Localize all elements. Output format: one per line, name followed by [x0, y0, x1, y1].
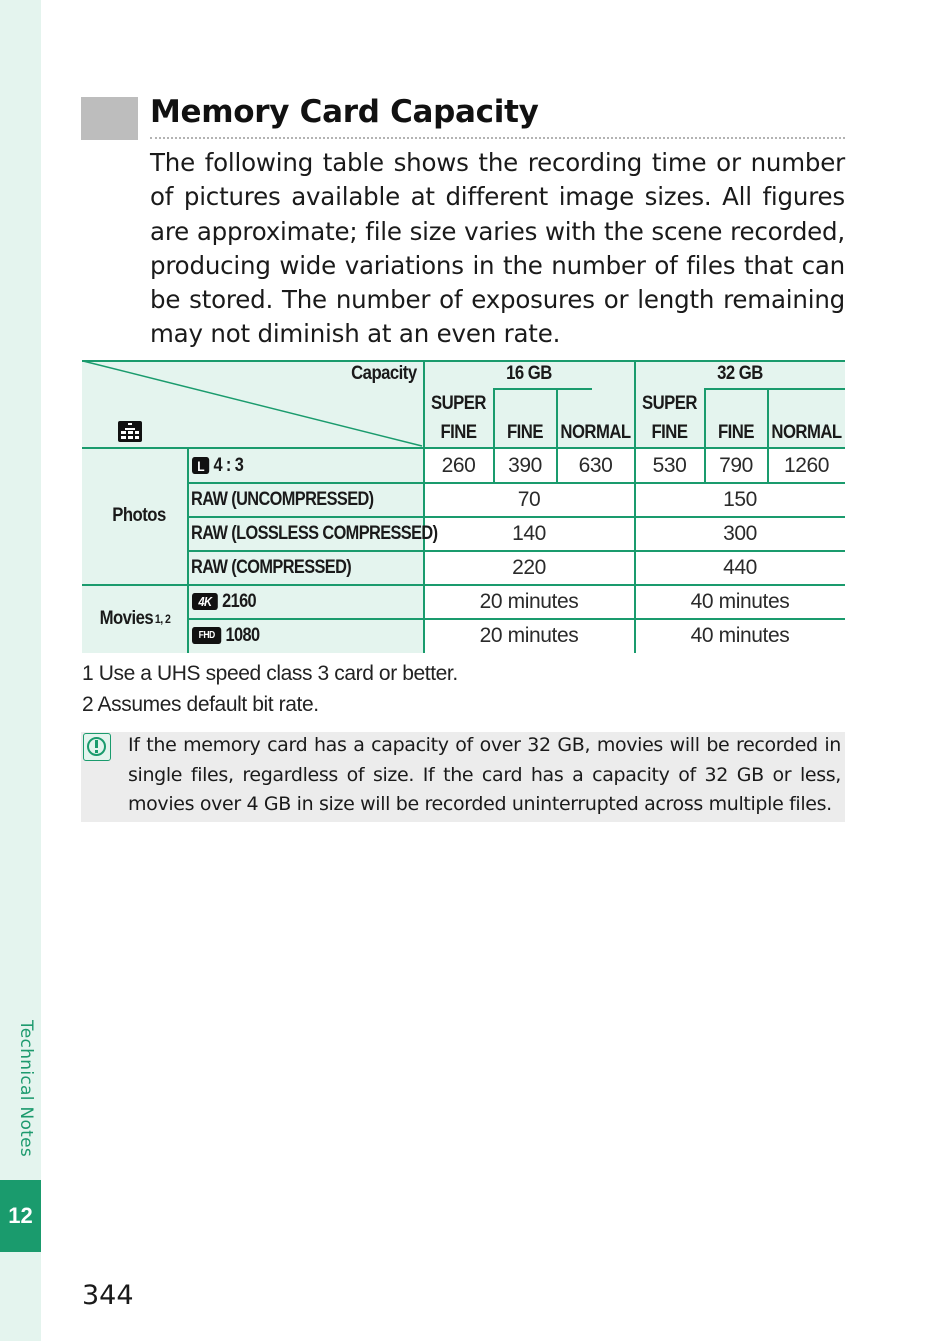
table-cell: 20 minutes — [479, 623, 579, 647]
heading-rule — [150, 137, 845, 139]
table-cell: 150 — [723, 487, 757, 511]
capacity-16gb: 16 GB — [506, 363, 552, 384]
quality-super-line1: SUPER — [642, 393, 697, 414]
image-size-icon — [118, 421, 142, 442]
quality-fine: FINE — [507, 422, 543, 443]
chapter-tab[interactable]: 12 — [0, 1180, 41, 1252]
quality-normal: NORMAL — [560, 422, 631, 443]
table-cell: 70 — [517, 487, 541, 511]
table-cell: 40 minutes — [690, 589, 790, 613]
page-title: Memory Card Capacity — [150, 94, 539, 130]
table-cell: 40 minutes — [690, 623, 790, 647]
table-cell: 790 — [719, 453, 753, 477]
footnote-1: 1 Use a UHS speed class 3 card or better. — [82, 662, 458, 685]
table-cell: 140 — [512, 521, 546, 545]
row-label-raw-lossless: RAW (LOSSLESS COMPRESSED) — [191, 522, 438, 544]
quality-super-line2: FINE — [651, 422, 688, 443]
row-label-4k: 4K 2160 — [192, 585, 256, 618]
4k-movie-icon: 4K — [192, 593, 218, 610]
movies-footnote-ref: 1, 2 — [154, 612, 171, 626]
quality-normal: NORMAL — [771, 422, 842, 443]
table-cell: 440 — [723, 555, 757, 579]
capacity-32gb: 32 GB — [717, 363, 763, 384]
row-label-l43: L 4 : 3 — [192, 449, 243, 482]
table-cell: 390 — [508, 453, 542, 477]
page-number: 344 — [82, 1280, 134, 1311]
large-size-icon: L — [192, 457, 209, 474]
quality-super-line1: SUPER — [431, 393, 486, 414]
table-cell: 260 — [441, 453, 476, 477]
caution-icon — [83, 733, 111, 761]
capacity-table — [82, 360, 845, 653]
intro-paragraph: The following table shows the recording time or number of pictures available at different image sizes. All figures are approximate; file size varies with the scene recorded, producing wide variations in the number of files that can be stored. The number of exposures or length remaining may not diminish at an even rate. — [150, 148, 845, 349]
fhd-movie-icon: FHD — [192, 627, 221, 644]
quality-super-line2: FINE — [440, 422, 477, 443]
rule — [705, 388, 845, 390]
table-cell: 630 — [578, 453, 613, 477]
quality-fine: FINE — [718, 422, 754, 443]
row-label-fhd: FHD 1080 — [192, 619, 259, 652]
section-label: Technical Notes — [16, 1020, 36, 1158]
row-label-raw-uncompressed: RAW (UNCOMPRESSED) — [191, 488, 374, 510]
table-cell: 220 — [512, 555, 546, 579]
table-cell: 1260 — [783, 453, 830, 477]
footnote-2: 2 Assumes default bit rate. — [82, 693, 319, 716]
table-cell: 530 — [652, 453, 687, 477]
caution-note-text: If the memory card has a capacity of over 32 GB, movies will be recorded in single files, regardless of size. If the card has a capacity of 32 GB or less, movies over 4 GB in size will be recorded uninterrupted across multiple files. — [128, 734, 841, 815]
photos-label: Photos — [112, 505, 166, 526]
table-cell: 20 minutes — [479, 589, 579, 613]
rule — [494, 388, 592, 390]
heading-marker — [81, 97, 138, 140]
movies-label: Movies 1, 2 — [99, 608, 171, 629]
capacity-label: Capacity — [351, 363, 417, 384]
table-cell: 300 — [723, 521, 757, 545]
row-label-raw-compressed: RAW (COMPRESSED) — [191, 556, 352, 578]
